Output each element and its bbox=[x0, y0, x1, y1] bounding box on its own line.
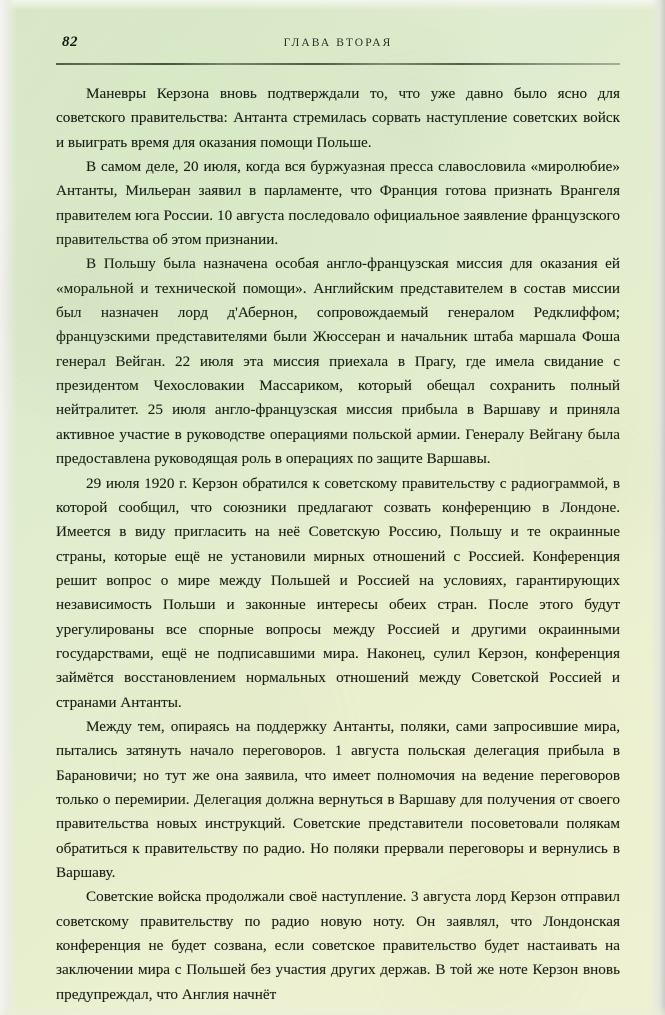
paragraph: Маневры Керзона вновь подтверждали то, что уже давно было ясно для советского правительства: Антанта стремилась сорвать наступление советских войск и выиграть время для оказания помощи Польше. bbox=[56, 85, 620, 151]
running-head bbox=[56, 34, 620, 58]
page-edge-right bbox=[651, 0, 665, 1015]
paragraph: Между тем, опираясь на поддержку Антанты, поляки, сами запросившие мира, пытались затянуть начало переговоров. 1 августа польская делегация прибыла в Барановичи; но тут же она заявила, что имеет полномочия на ведение переговоров только о перемирии. Делегация должна вернуться в Варшаву для получения от своего правительства новых инструкций. Советские представители посоветовали полякам обратиться к правительству по радио. Но поляки прервали переговоры и вернулись в Варшаву. bbox=[56, 717, 620, 881]
paragraph: В Польшу была назначена особая англо-французская миссия для оказания ей «моральной и технической помощи». Английским представителем в состав миссии был назначен лорд д'Абернон, сопровождаемый генералом Редклиффом; французскими представителями были Жюссеран и начальник штаба маршала Фоша генерал Вейган. 22 июля эта миссия приехала в Прагу, где имела свидание с президентом Чехословакии Массариком, который обещал сохранить полный нейтралитет. 25 июля англо-французская миссия прибыла в Варшаву и приняла активное участие в руководстве операциями польской армии. Генералу Вейгану была предоставлена руководящая роль в операциях по защите Варшавы. bbox=[56, 255, 620, 468]
chapter-running-title: ГЛАВА ВТОРАЯ bbox=[283, 37, 393, 49]
paragraph: Советские войска продолжали своё наступление. 3 августа лорд Керзон отправил советскому правительству по радио новую ноту. Он заявлял, что Лондонская конференция не будет созвана, если советское правительство будет настаивать на заключении мира с Польшей без участия других держав. В той же ноте Керзон вновь предупреждал, что Англия начнёт bbox=[56, 888, 620, 1003]
paragraph: 29 июля 1920 г. Керзон обратился к советскому правительству с радиограммой, в которой сообщил, что союзники предлагают созвать конференцию в Лондоне. Имеется в виду пригласить на неё Советскую Россию, Польшу и те окраинные страны, которые ещё не установили мирных отношений с Россией. Конференция решит вопрос о мире между Польшей и Россией на условиях, гарантирующих независимость Польши и законные интересы обеих стран. После этого будут урегулированы все спорные вопросы между Россией и другими окраинными государствами, ещё не подписавшими мира. Наконец, сулил Керзон, конференция займётся восстановлением нормальных отношений между Советской Россией и странами Антанты. bbox=[56, 474, 620, 711]
page-number: 82 bbox=[62, 34, 78, 50]
body-text-column bbox=[56, 82, 620, 1007]
header-rule-divider bbox=[56, 63, 620, 65]
page-edge-left bbox=[0, 0, 16, 1015]
page-edge-top bbox=[0, 0, 665, 10]
page-content bbox=[56, 34, 620, 1007]
paragraph: В самом деле, 20 июля, когда вся буржуазная пресса славословила «миролюбие» Антанты, Мильеран заявил в парламенте, что Франция готова признать Врангеля правителем юга России. 10 августа последовало официальное заявление французского правительства об этом признании. bbox=[56, 158, 620, 249]
